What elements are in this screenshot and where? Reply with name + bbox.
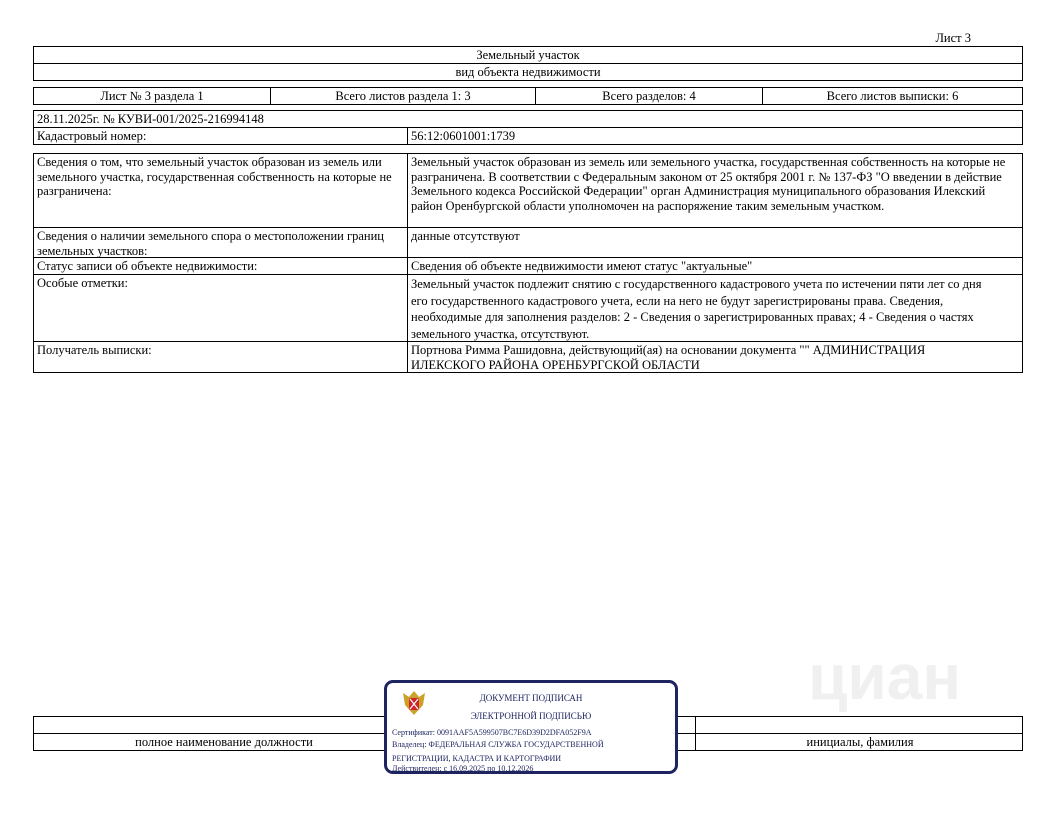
row-label-status: Статус записи об объекте недвижимости: [33, 257, 408, 275]
position-caption: полное наименование должности [135, 735, 313, 749]
row-value-status: Сведения об объекте недвижимости имеют статус "актуальные" [407, 257, 1023, 275]
stamp-line2: ЭЛЕКТРОННОЙ ПОДПИСЬЮ [470, 711, 592, 721]
stamp-certificate: Сертификат: 0091AAF5A599507BC7E6D39D2DFA052F9A [392, 728, 592, 737]
document-reference: 28.11.2025г. № КУВИ-001/2025-216994148 [33, 110, 1023, 128]
header-section-sheets: Всего листов раздела 1: 3 [270, 87, 536, 105]
row-value-notes: Земельный участок подлежит снятию с государственного кадастрового учета по истечении пяти лет со дня его государственного кадастрового учета, если на него не будут зарегистрированы права. Сведения, необходимые для заполнения разделов: 2 - Сведения о зарегистрированных правах; 4 - Сведения о частях земельного участка, отсутствуют. [407, 274, 1023, 342]
row-label-notes: Особые отметки: [33, 274, 408, 342]
stamp-validity: Действителен: с 16.09.2025 по 10.12.2026 [392, 764, 534, 773]
object-title: Земельный участок [33, 46, 1023, 64]
stamp-owner: Владелец: ФЕДЕРАЛЬНАЯ СЛУЖБА ГОСУДАРСТВЕННОЙ [392, 740, 604, 749]
name-caption: инициалы, фамилия [806, 735, 914, 749]
row-value-recipient: Портнова Римма Рашидовна, действующий(ая) на основании документа "" АДМИНИСТРАЦИЯ ИЛЕКСКОГО РАЙОНА ОРЕНБУРГСКОЙ ОБЛАСТИ [407, 341, 1023, 373]
row-value-ownership: Земельный участок образован из земель или земельного участка, государственная собственность на которые не разграничена. В соответствии с Федеральным законом от 25 октября 2001 г. № 137-ФЗ "О введении в действие Земельного кодекса Российской Федерации" орган Администрация муниципального образования Илекский район Оренбургской области уполномочен на распоряжение таким земельным участком. [407, 153, 1023, 228]
electronic-signature-stamp [384, 680, 678, 774]
stamp-line1: ДОКУМЕНТ ПОДПИСАН [479, 693, 583, 703]
row-label-dispute: Сведения о наличии земельного спора о местоположении границ земельных участков: [33, 227, 408, 258]
watermark: циан [808, 641, 961, 713]
row-value-dispute: данные отсутствуют [407, 227, 1023, 258]
row-label-recipient: Получатель выписки: [33, 341, 408, 373]
stamp-owner-cont: РЕГИСТРАЦИИ, КАДАСТРА И КАРТОГРАФИИ [392, 754, 562, 763]
row-label-ownership: Сведения о том, что земельный участок образован из земель или земельного участка, государственная собственность на которые не разграничена: [33, 153, 408, 228]
header-sheet-of-section: Лист № 3 раздела 1 [33, 87, 271, 105]
header-sections-total: Всего разделов: 4 [535, 87, 763, 105]
header-extract-sheets: Всего листов выписки: 6 [762, 87, 1023, 105]
object-subtitle: вид объекта недвижимости [33, 63, 1023, 81]
cadastral-label: Кадастровый номер: [33, 127, 408, 145]
cadastral-number: 56:12:0601001:1739 [407, 127, 1023, 145]
sheet-number: Лист 3 [935, 31, 971, 45]
